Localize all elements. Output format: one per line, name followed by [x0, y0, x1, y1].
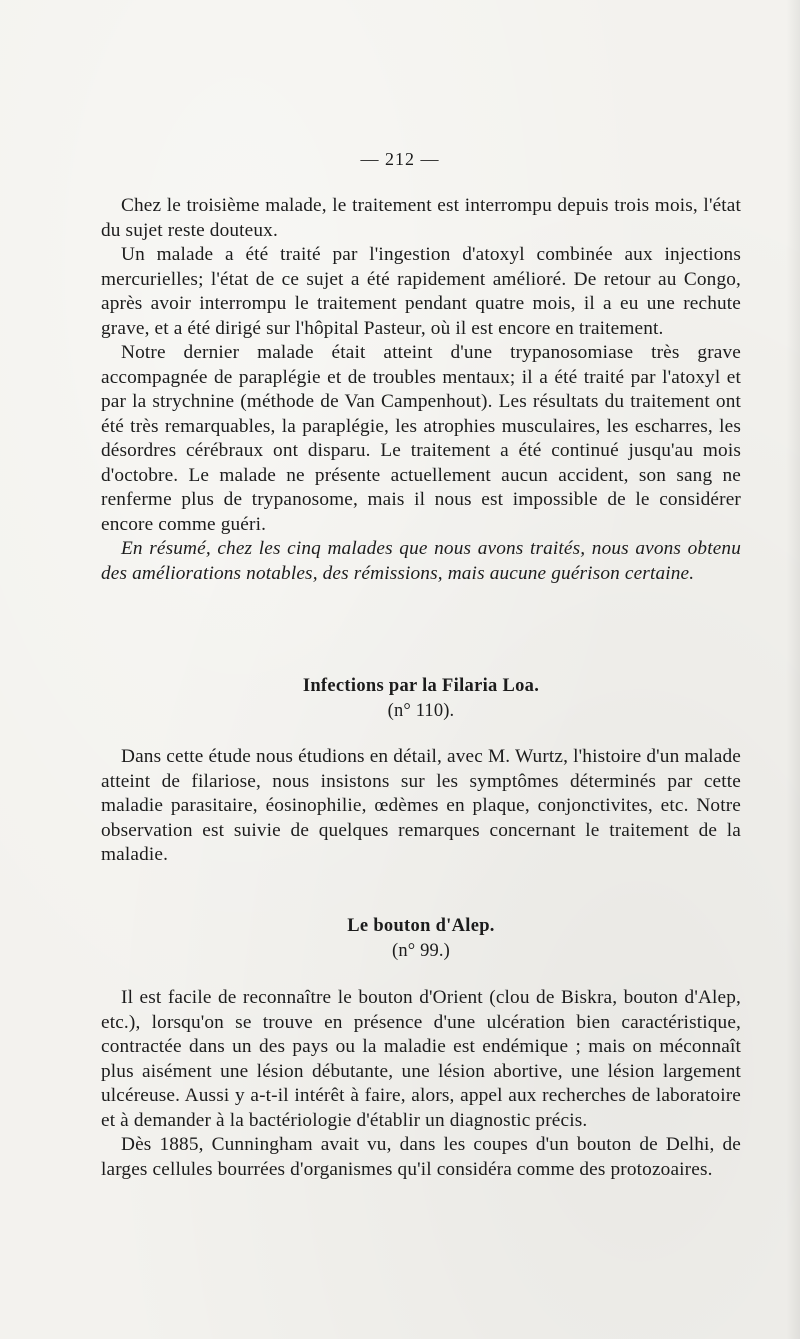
filaria-paragraph-1: Dans cette étude nous étudions en détail, avec M. Wurtz, l'histoire d'un malade atteint de filariose, nous insistons sur les symptômes déterminés par cette maladie parasitaire, éosinophilie, œdèmes en plaque, conjonctivites, etc. Notre observation est suivie de quelques remarques concernant le traitement de la maladie.	[101, 746, 741, 865]
intro-paragraph-1: Chez le troisième malade, le traitement est interrompu depuis trois mois, l'état du sujet reste douteux.	[101, 195, 741, 241]
intro-section	[101, 194, 741, 586]
page-edge-shadow	[786, 0, 800, 1339]
bouton-paragraph-1: Il est facile de reconnaître le bouton d'Orient (clou de Biskra, bouton d'Alep, etc.), lorsqu'on se trouve en présence d'une ulcération bien caractéristique, contractée dans un des pays ou la maladie est endémique ; mais on méconnaît plus aisément une lésion débutante, une lésion abortive, une lésion largement ulcéreuse. Aussi y a-t-il intérêt à faire, alors, appel aux recherches de laboratoire et à demander à la bactériologie d'établir un diagnostic précis.	[101, 987, 741, 1131]
bouton-heading-block	[101, 914, 741, 963]
intro-paragraph-2: Un malade a été traité par l'ingestion d'atoxyl combinée aux injections mercurielles; l'état de ce sujet a été rapidement amélioré. De retour au Congo, après avoir interrompu le traitement pendant quatre mois, il a eu une rechute grave, et a été dirigé sur l'hôpital Pasteur, où il est encore en traitement.	[101, 244, 741, 339]
intro-paragraph-3: Notre dernier malade était atteint d'une trypanosomiase très grave accompagnée de paraplégie et de troubles mentaux; il a été traité par l'atoxyl et par la strychnine (méthode de Van Campenhout). Les résultats du traitement ont été très remarquables, la paraplégie, les atrophies musculaires, les escharres, les désordres cérébraux ont disparu. Le traitement a été continué jusqu'au mois d'octobre. Le malade ne présente actuellement aucun accident, son sang ne renferme plus de trypanosome, mais il nous est impossible de le considérer encore comme guéri.	[101, 342, 741, 535]
bouton-paragraph-2: Dès 1885, Cunningham avait vu, dans les coupes d'un bouton de Delhi, de larges cellules bourrées d'organismes qu'il considéra comme des protozoaires.	[101, 1134, 741, 1180]
bouton-section	[101, 986, 741, 1182]
filaria-heading-block	[101, 674, 741, 723]
filaria-section	[101, 745, 741, 868]
bouton-section-title: Le bouton d'Alep.	[347, 916, 495, 936]
bouton-section-reference: (n° 99.)	[392, 940, 450, 961]
filaria-section-reference: (n° 110).	[387, 700, 455, 721]
intro-paragraph-summary: En résumé, chez les cinq malades que nous avons traités, nous avons obtenu des améliorations notables, des rémissions, mais aucune guérison certaine.	[101, 538, 741, 584]
filaria-section-title: Infections par la Filaria Loa.	[302, 676, 540, 696]
page-number: — 212 —	[360, 149, 440, 169]
